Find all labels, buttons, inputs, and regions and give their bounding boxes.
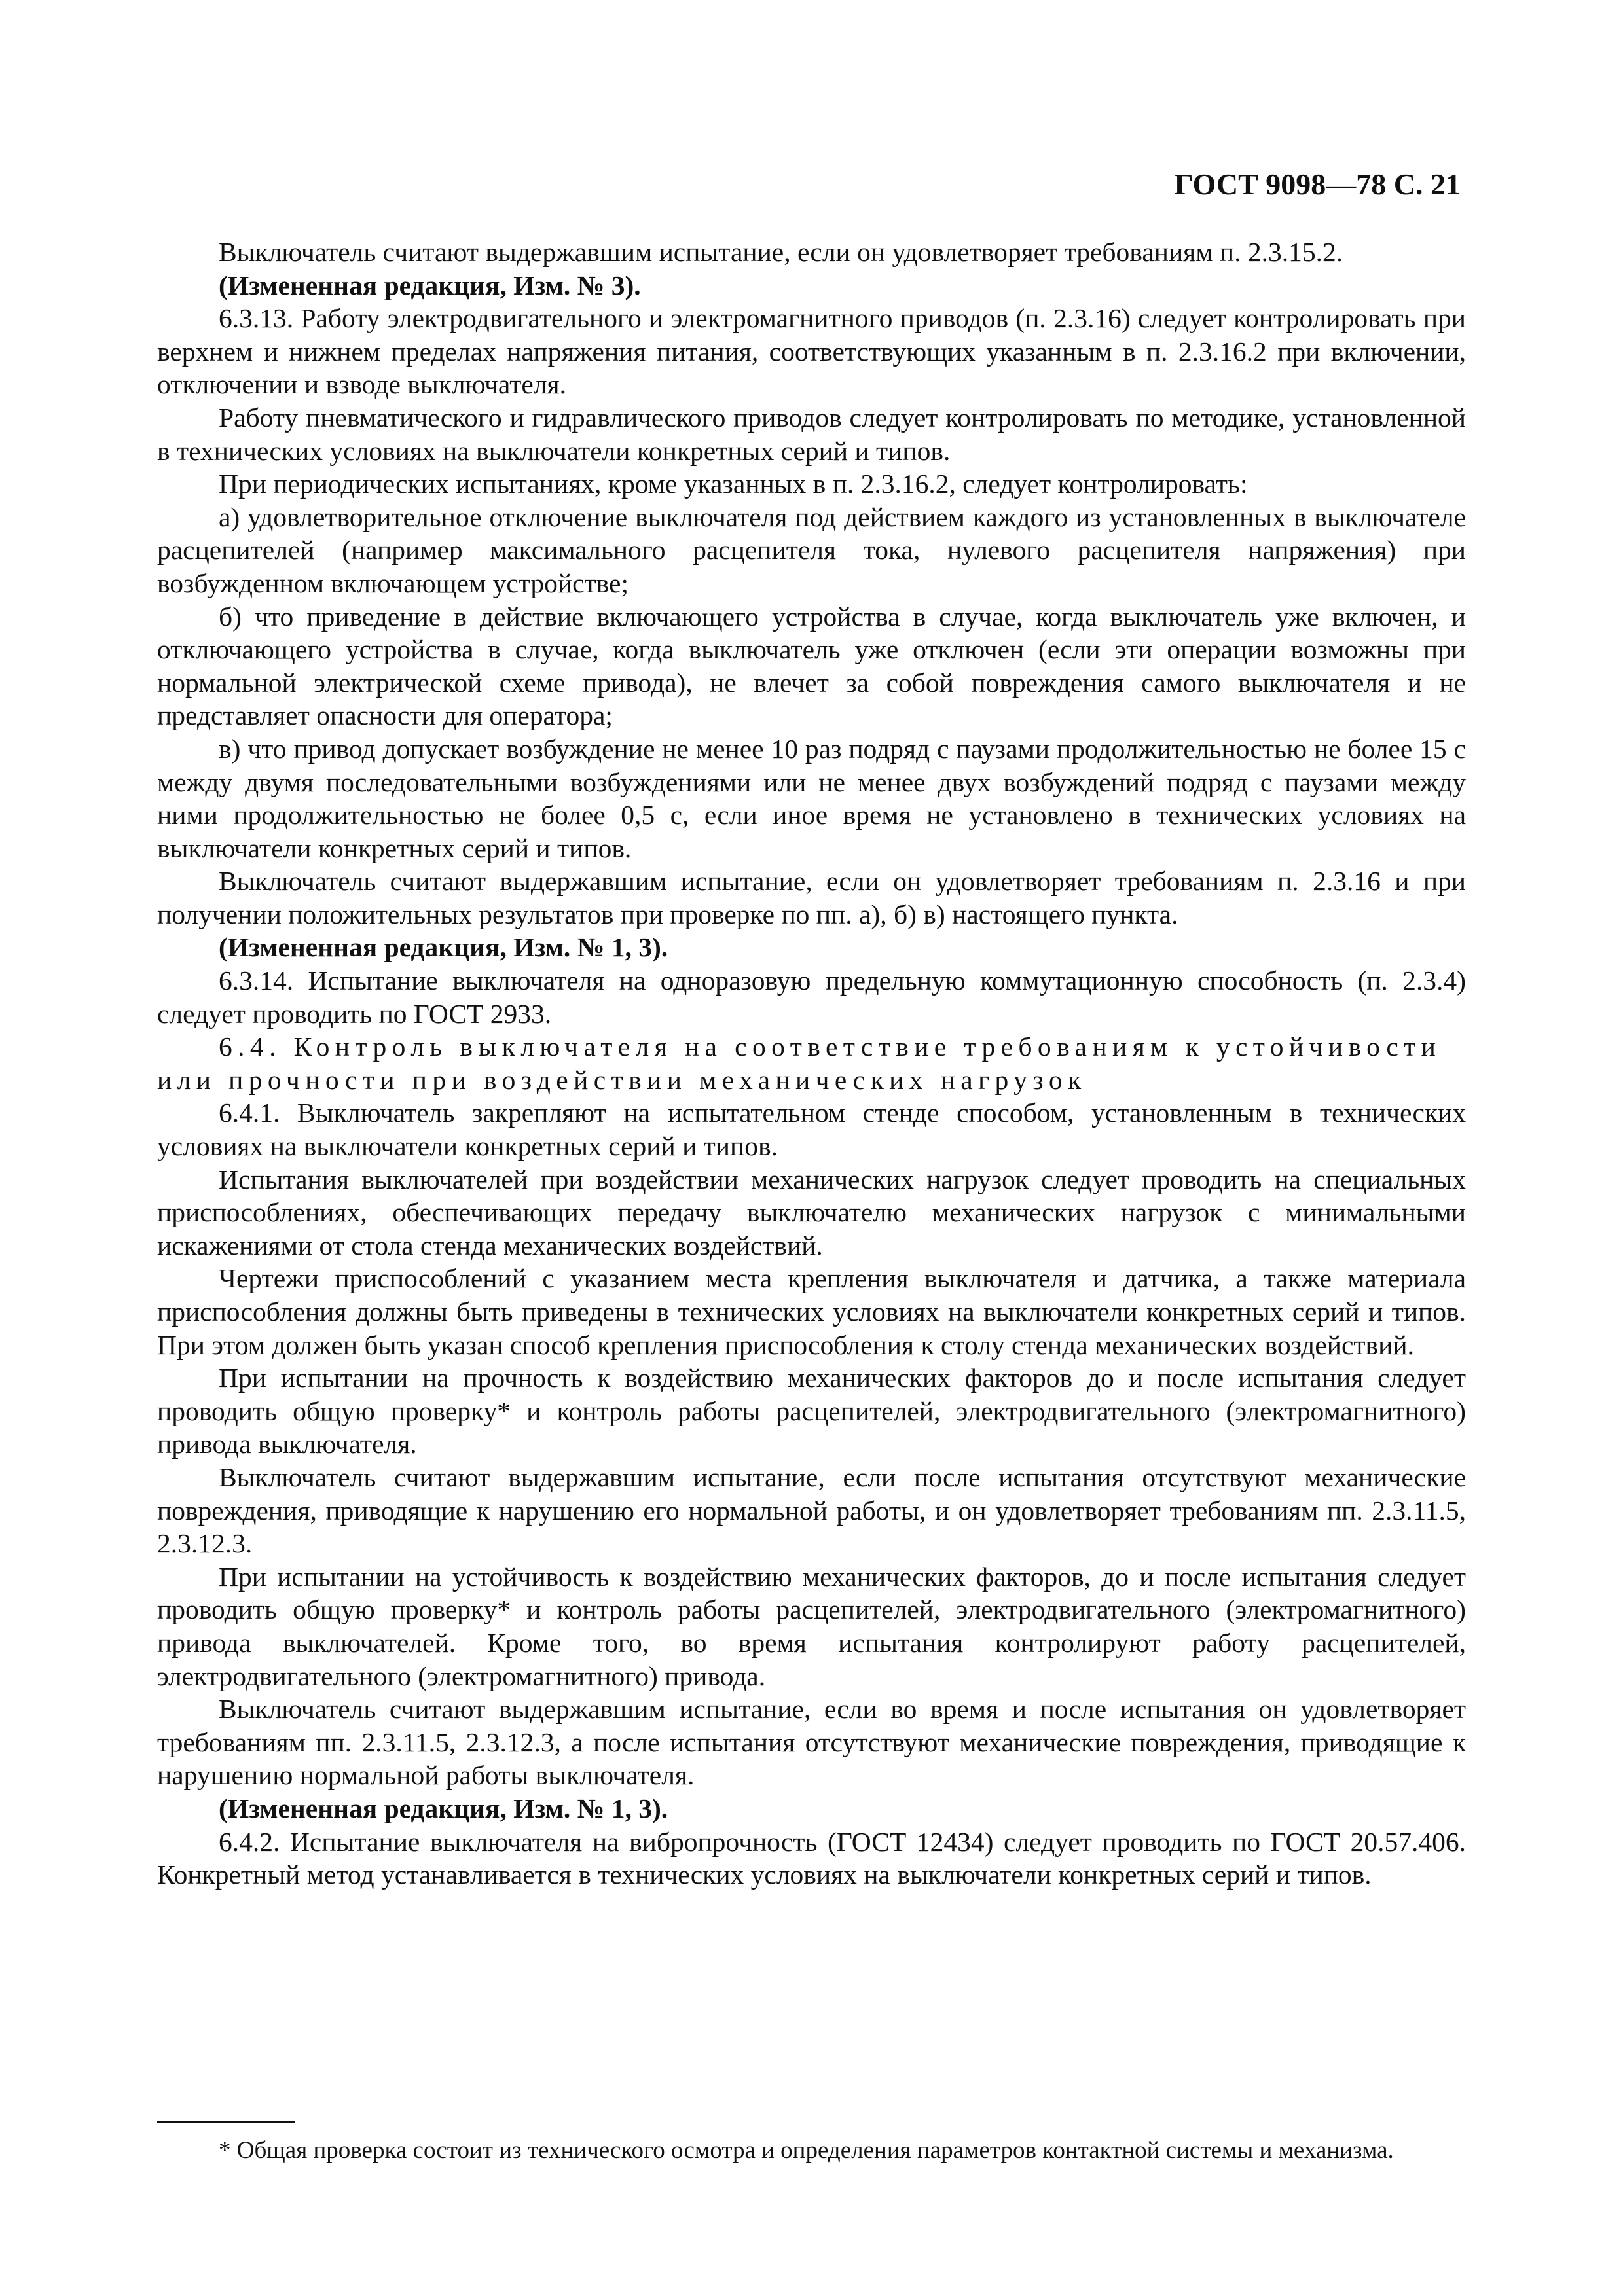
list-item: б) что приведение в действие включающего устройства в случае, когда выключатель уже включен, и отключающего устройства в случае, когда выключатель уже отключен (если эти операции возможны при нормальной электрической схеме привода), не влечет за собой повреждения самого выключателя и не представляет опасности для оператора;	[157, 601, 1466, 731]
paragraph: 6.4.1. Выключатель закрепляют на испытательном стенде способом, установленным в технических условиях на выключатели конкретных серий и типов.	[157, 1098, 1466, 1162]
paragraph: Выключатель считают выдержавшим испытание, если он удовлетворяет требованиям п. 2.3.16 и при получении положительных результатов при проверке по пп. а), б) в) настоящего пункта.	[157, 866, 1466, 929]
paragraph: При периодических испытаниях, кроме указанных в п. 2.3.16.2, следует контролировать:	[219, 469, 1248, 499]
paragraph: Чертежи приспособлений с указанием места крепления выключателя и датчика, а также материала приспособления должны быть приведены в технических условиях на выключатели конкретных серий и типов. При этом должен быть указан способ крепления приспособления к столу стенда механических воздействий.	[157, 1263, 1466, 1360]
paragraph: 6.3.13. Работу электродвигательного и электромагнитного приводов (п. 2.3.16) следует контролировать при верхнем и нижнем пределах напряжения питания, соответствующих указанным в п. 2.3.16.2 при включении, отключении и взводе выключателя.	[157, 303, 1466, 400]
paragraph: При испытании на прочность к воздействию механических факторов до и после испытания следует проводить общую проверку* и контроль работы расцепителей, электродвигательного (электромагнитного) привода выключателя.	[157, 1363, 1466, 1460]
paragraph: 6.4.2. Испытание выключателя на вибропрочность (ГОСТ 12434) следует проводить по ГОСТ 20.57.406. Конкретный метод устанавливается в технических условиях на выключатели конкретных серий и типов.	[157, 1826, 1466, 1890]
footnote-separator	[157, 2121, 295, 2123]
amendment-note: (Измененная редакция, Изм. № 1, 3).	[219, 1793, 668, 1823]
paragraph: Выключатель считают выдержавшим испытание, если он удовлетворяет требованиям п. 2.3.15.2.	[219, 237, 1343, 267]
amendment-note: (Измененная редакция, Изм. № 3).	[219, 270, 641, 300]
section-heading: 6.4. Контроль выключателя на соответствие требованиям к устойчивости или прочности при воздействии механических нагрузок	[157, 1031, 1442, 1095]
paragraph: При испытании на устойчивость к воздействию механических факторов, до и после испытания следует проводить общую проверку* и контроль работы расцепителей, электродвигательного (электромагнитного) привода выключателей. Кроме того, во время испытания контролируют работу расцепителей, электродвигательного (электромагнитного) привода.	[157, 1561, 1466, 1691]
amendment-note: (Измененная редакция, Изм. № 1, 3).	[219, 932, 668, 963]
document-body	[157, 236, 1466, 1892]
page-header: ГОСТ 9098—78 С. 21	[1174, 168, 1461, 201]
paragraph: Работу пневматического и гидравлического приводов следует контролировать по методике, установленной в технических условиях на выключатели конкретных серий и типов.	[157, 402, 1466, 466]
list-item: а) удовлетворительное отключение выключателя под действием каждого из установленных в выключателе расцепителей (например максимального расцепителя тока, нулевого расцепителя напряжения) при возбужденном включающем устройстве;	[157, 501, 1466, 598]
list-item: в) что привод допускает возбуждение не менее 10 раз подряд с паузами продолжительностью не более 15 с между двумя последовательными возбуждениями или не менее двух возбуждений подряд с паузами между ними продолжительностью не более 0,5 с, если иное время не установлено в технических условиях на выключатели конкретных серий и типов.	[157, 733, 1466, 863]
paragraph: Выключатель считают выдержавшим испытание, если во время и после испытания он удовлетворяет требованиям пп. 2.3.11.5, 2.3.12.3, а после испытания отсутствуют механические повреждения, приводящие к нарушению нормальной работы выключателя.	[157, 1694, 1466, 1791]
paragraph: Выключатель считают выдержавшим испытание, если после испытания отсутствуют механические повреждения, приводящие к нарушению его нормальной работы, и он удовлетворяет требованиям пп. 2.3.11.5, 2.3.12.3.	[157, 1462, 1466, 1559]
paragraph: 6.3.14. Испытание выключателя на одноразовую предельную коммутационную способность (п. 2.3.4) следует проводить по ГОСТ 2933.	[157, 965, 1466, 1029]
paragraph: Испытания выключателей при воздействии механических нагрузок следует проводить на специальных приспособлениях, обеспечивающих передачу выключателю механических нагрузок с минимальными искажениями от стола стенда механических воздействий.	[157, 1164, 1466, 1261]
footnote: * Общая проверка состоит из технического осмотра и определения параметров контактной системы и механизма.	[219, 2137, 1394, 2164]
